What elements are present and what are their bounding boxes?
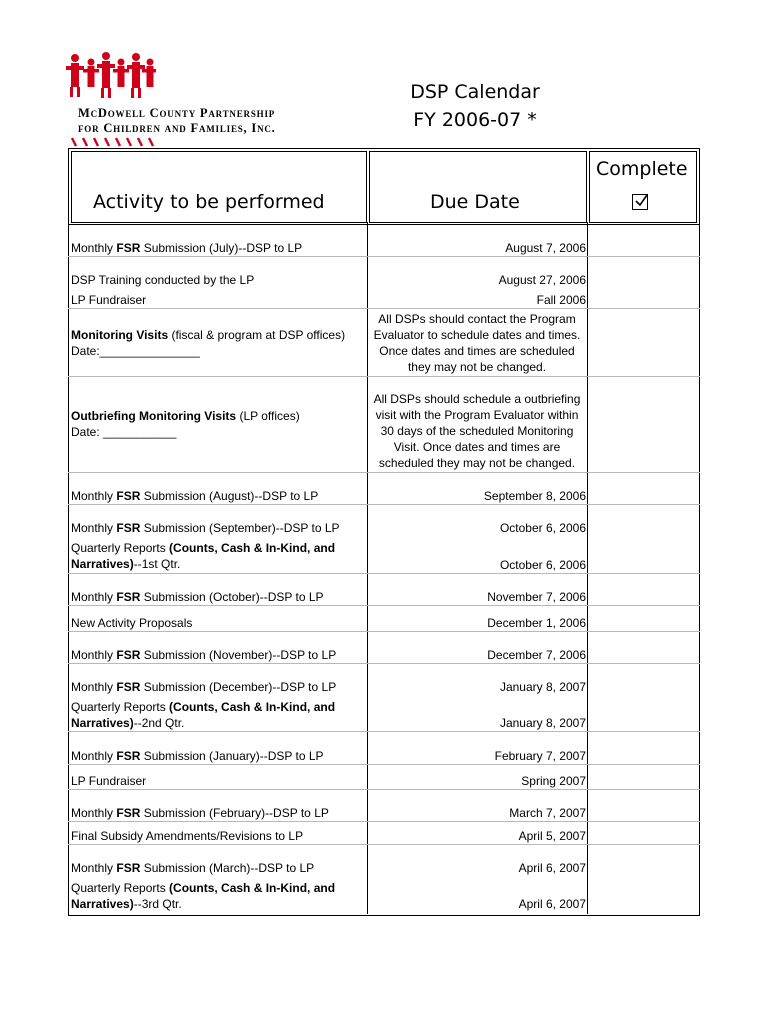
activity-cell <box>71 679 366 695</box>
date-blank-field: Date:_______________ <box>71 344 200 358</box>
activity-cell <box>71 748 366 764</box>
activity-bold-text: FSR <box>116 806 141 820</box>
due-date: November 7, 2006 <box>487 590 586 604</box>
row-divider <box>68 376 700 377</box>
due-date: April 6, 2007 <box>518 897 586 911</box>
activity-text: LP Fundraiser <box>71 774 147 788</box>
row-divider <box>68 764 700 765</box>
activity-cell <box>71 699 366 731</box>
activity-text: Monthly <box>71 749 117 763</box>
due-note: All DSPs should contact the Program Evaluator to schedule dates and times. Once dates and times are scheduled they may not be changed. <box>373 312 581 374</box>
org-logo <box>62 50 332 150</box>
row-divider <box>68 631 700 632</box>
activity-text: Monthly <box>71 590 117 604</box>
activity-text: Submission (July)--DSP to LP <box>140 241 303 255</box>
due-date: September 8, 2006 <box>483 489 586 503</box>
activity-bold-text: (Counts, Cash & In-Kind, and <box>169 541 336 555</box>
activity-bold-text: Monitoring Visits <box>71 328 169 342</box>
header-divider <box>68 224 700 225</box>
activity-text: --3rd Qtr. <box>133 897 182 911</box>
activity-cell <box>71 408 366 440</box>
activity-cell <box>71 615 366 631</box>
due-date: August 27, 2006 <box>498 273 586 287</box>
activity-bold-text: FSR <box>116 749 141 763</box>
activity-cell <box>71 272 366 288</box>
activity-cell <box>71 540 366 572</box>
activity-bold-text: (Counts, Cash & In-Kind, and <box>169 881 336 895</box>
activity-bold-text: FSR <box>116 590 141 604</box>
page-title <box>390 78 560 134</box>
activity-bold-text: FSR <box>116 680 141 694</box>
row-divider <box>68 731 700 732</box>
activity-text: Submission (March)--DSP to LP <box>140 861 315 875</box>
activity-text: LP Fundraiser <box>71 293 147 307</box>
activity-text: Submission (September)--DSP to LP <box>140 521 340 535</box>
org-name-line2: for Children and Families, Inc. <box>78 121 276 135</box>
row-divider <box>68 605 700 606</box>
activity-cell <box>71 520 366 536</box>
activity-cell <box>71 589 366 605</box>
activity-text: (fiscal & program at DSP offices) <box>168 328 346 342</box>
people-logo-icon <box>66 50 156 100</box>
due-date: April 6, 2007 <box>518 861 586 875</box>
row-divider <box>68 504 700 505</box>
column-divider-2 <box>587 222 588 914</box>
activity-cell <box>71 647 366 663</box>
row-divider <box>68 308 700 309</box>
activity-bold-text: Narratives) <box>71 557 134 571</box>
activity-text: --1st Qtr. <box>133 557 181 571</box>
activity-text: New Activity Proposals <box>71 616 193 630</box>
due-date: January 8, 2007 <box>499 716 586 730</box>
activity-text: Submission (February)--DSP to LP <box>140 806 329 820</box>
activity-bold-text: Narratives) <box>71 716 134 730</box>
activity-text: Monthly <box>71 648 117 662</box>
activity-cell <box>71 292 366 308</box>
due-date: April 5, 2007 <box>518 829 586 843</box>
due-date: Fall 2006 <box>536 293 586 307</box>
activity-cell <box>71 880 366 912</box>
activity-text: Submission (August)--DSP to LP <box>140 489 319 503</box>
activity-bold-text: Narratives) <box>71 897 134 911</box>
date-blank-field: Date: ___________ <box>71 425 177 439</box>
activity-text: Monthly <box>71 680 117 694</box>
activity-text: Monthly <box>71 521 117 535</box>
row-divider <box>68 663 700 664</box>
activity-text: Monthly <box>71 489 117 503</box>
activity-text: Monthly <box>71 241 117 255</box>
activity-text: Final Subsidy Amendments/Revisions to LP <box>71 829 304 843</box>
activity-cell <box>71 773 366 789</box>
activity-cell <box>71 327 366 359</box>
decorative-dashes-icon <box>68 136 158 148</box>
due-date: December 7, 2006 <box>487 648 586 662</box>
activity-text: Monthly <box>71 806 117 820</box>
row-divider <box>68 256 700 257</box>
activity-bold-text: FSR <box>116 489 141 503</box>
due-date: February 7, 2007 <box>494 749 586 763</box>
activity-text: Quarterly Reports <box>71 541 170 555</box>
header-complete: Complete <box>596 158 688 180</box>
row-divider <box>68 821 700 822</box>
row-divider <box>68 844 700 845</box>
header-activity: Activity to be performed <box>93 191 325 213</box>
due-date: October 6, 2006 <box>499 521 586 535</box>
activity-bold-text: FSR <box>116 861 141 875</box>
org-name <box>78 106 276 136</box>
title-line1: DSP Calendar <box>410 81 540 103</box>
activity-bold-text: Outbriefing Monitoring Visits <box>71 409 237 423</box>
activity-text: --2nd Qtr. <box>133 716 185 730</box>
due-date: January 8, 2007 <box>499 680 586 694</box>
activity-text: Monthly <box>71 861 117 875</box>
due-date: Spring 2007 <box>521 774 586 788</box>
activity-bold-text: FSR <box>116 648 141 662</box>
activity-bold-text: FSR <box>116 241 141 255</box>
activity-cell <box>71 805 366 821</box>
due-date: December 1, 2006 <box>487 616 586 630</box>
activity-text: (LP offices) <box>236 409 300 423</box>
due-date: March 7, 2007 <box>509 806 586 820</box>
activity-text: Quarterly Reports <box>71 700 170 714</box>
activity-bold-text: (Counts, Cash & In-Kind, and <box>169 700 336 714</box>
due-date: August 7, 2006 <box>505 241 586 255</box>
title-line2: FY 2006-07 * <box>413 109 537 131</box>
activity-text: DSP Training conducted by the LP <box>71 273 255 287</box>
header-due-date: Due Date <box>430 191 520 213</box>
checkbox-icon <box>632 194 648 210</box>
row-divider <box>68 789 700 790</box>
activity-cell <box>71 828 366 844</box>
activity-cell <box>71 240 366 256</box>
due-date: October 6, 2006 <box>499 558 586 572</box>
activity-text: Quarterly Reports <box>71 881 170 895</box>
activity-text: Submission (November)--DSP to LP <box>140 648 337 662</box>
activity-text: Submission (December)--DSP to LP <box>140 680 337 694</box>
activity-text: Submission (October)--DSP to LP <box>140 590 324 604</box>
activity-bold-text: FSR <box>116 521 141 535</box>
row-divider <box>68 573 700 574</box>
row-divider <box>68 472 700 473</box>
activity-cell <box>71 860 366 876</box>
due-note: All DSPs should schedule a outbriefing visit with the Program Evaluator within 30 days of the scheduled Monitoring Visit. Once dates and times are scheduled they may not be changed. <box>373 392 581 470</box>
org-name-line1: McDowell County Partnership <box>78 106 276 120</box>
activity-text: Submission (January)--DSP to LP <box>140 749 324 763</box>
activity-cell <box>71 488 366 504</box>
